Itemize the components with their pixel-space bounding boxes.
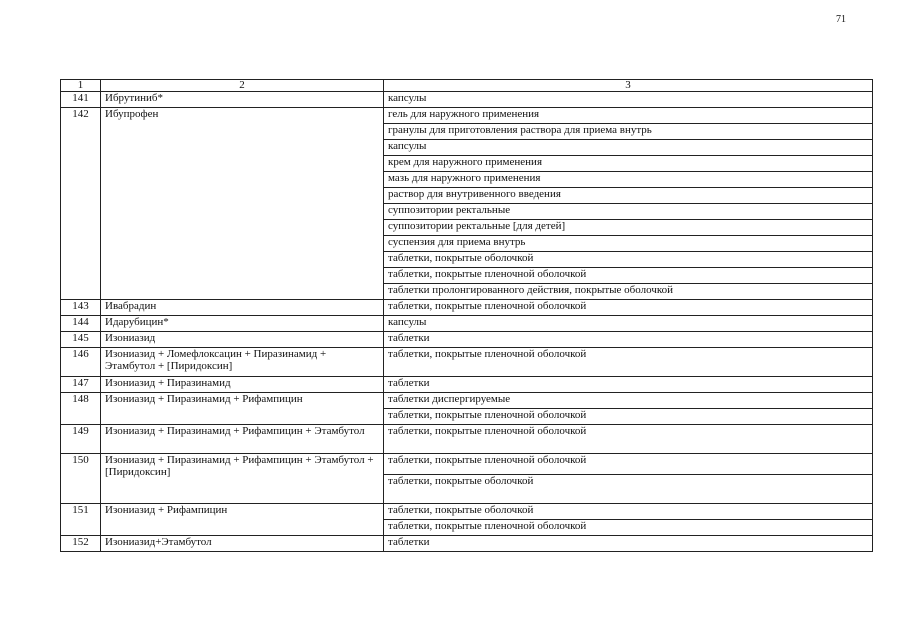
row-number: 144	[61, 316, 101, 332]
dosage-form: капсулы	[384, 316, 873, 332]
dosage-form: таблетки, покрытые пленочной оболочкой	[384, 300, 873, 316]
drug-name: Изониазид + Ломефлоксацин + Пиразинамид + Этамбутол + [Пиридоксин]	[101, 348, 384, 377]
drug-table	[60, 79, 873, 552]
table-row	[61, 536, 873, 552]
dosage-form: суппозитории ректальные [для детей]	[384, 220, 873, 236]
drug-name: Изониазид + Пиразинамид + Рифампицин + Этамбутол	[101, 425, 384, 454]
drug-name: Изониазид + Пиразинамид + Рифампицин + Этамбутол + [Пиридоксин]	[101, 454, 384, 504]
dosage-form: гранулы для приготовления раствора для приема внутрь	[384, 124, 873, 140]
table-header-row	[61, 80, 873, 92]
dosage-form: мазь для наружного применения	[384, 172, 873, 188]
header-col-2: 2	[101, 80, 384, 92]
dosage-form: капсулы	[384, 92, 873, 108]
row-number: 152	[61, 536, 101, 552]
table-row	[61, 300, 873, 316]
dosage-form: крем для наружного применения	[384, 156, 873, 172]
dosage-form: таблетки, покрытые пленочной оболочкой	[384, 425, 873, 454]
table-row	[61, 377, 873, 393]
header-col-3: 3	[384, 80, 873, 92]
dosage-form: таблетки, покрытые пленочной оболочкой	[384, 348, 873, 377]
table-body	[61, 92, 873, 552]
table-row	[61, 108, 873, 124]
dosage-form: суппозитории ректальные	[384, 204, 873, 220]
row-number: 145	[61, 332, 101, 348]
drug-name: Ивабрадин	[101, 300, 384, 316]
dosage-form: гель для наружного применения	[384, 108, 873, 124]
dosage-form: таблетки, покрытые пленочной оболочкой	[384, 454, 873, 475]
header-col-1: 1	[61, 80, 101, 92]
dosage-form: суспензия для приема внутрь	[384, 236, 873, 252]
row-number: 148	[61, 393, 101, 425]
dosage-form: таблетки	[384, 377, 873, 393]
drug-name: Идарубицин*	[101, 316, 384, 332]
dosage-form: таблетки, покрытые пленочной оболочкой	[384, 268, 873, 284]
drug-name: Изониазид + Пиразинамид	[101, 377, 384, 393]
drug-name: Ибупрофен	[101, 108, 384, 300]
row-number: 146	[61, 348, 101, 377]
dosage-form: таблетки, покрытые оболочкой	[384, 504, 873, 520]
drug-name: Изониазид + Рифампицин	[101, 504, 384, 536]
row-number: 149	[61, 425, 101, 454]
dosage-form: капсулы	[384, 140, 873, 156]
dosage-form: таблетки, покрытые пленочной оболочкой	[384, 520, 873, 536]
table-row	[61, 316, 873, 332]
dosage-form: таблетки пролонгированного действия, покрытые оболочкой	[384, 284, 873, 300]
row-number: 151	[61, 504, 101, 536]
page-number: 71	[836, 14, 846, 25]
dosage-form: таблетки, покрытые пленочной оболочкой	[384, 409, 873, 425]
table-row	[61, 425, 873, 454]
table-row	[61, 92, 873, 108]
row-number: 147	[61, 377, 101, 393]
row-number: 142	[61, 108, 101, 300]
row-number: 141	[61, 92, 101, 108]
table-row	[61, 332, 873, 348]
table-row	[61, 504, 873, 520]
table-row	[61, 454, 873, 475]
dosage-form: таблетки	[384, 536, 873, 552]
dosage-form: таблетки	[384, 332, 873, 348]
row-number: 150	[61, 454, 101, 504]
table-row	[61, 348, 873, 377]
dosage-form: таблетки, покрытые оболочкой	[384, 475, 873, 504]
drug-name: Изониазид + Пиразинамид + Рифампицин	[101, 393, 384, 425]
drug-name: Ибрутиниб*	[101, 92, 384, 108]
drug-name: Изониазид	[101, 332, 384, 348]
table-row	[61, 393, 873, 409]
drug-name: Изониазид+Этамбутол	[101, 536, 384, 552]
row-number: 143	[61, 300, 101, 316]
dosage-form: таблетки диспергируемые	[384, 393, 873, 409]
dosage-form: таблетки, покрытые оболочкой	[384, 252, 873, 268]
dosage-form: раствор для внутривенного введения	[384, 188, 873, 204]
